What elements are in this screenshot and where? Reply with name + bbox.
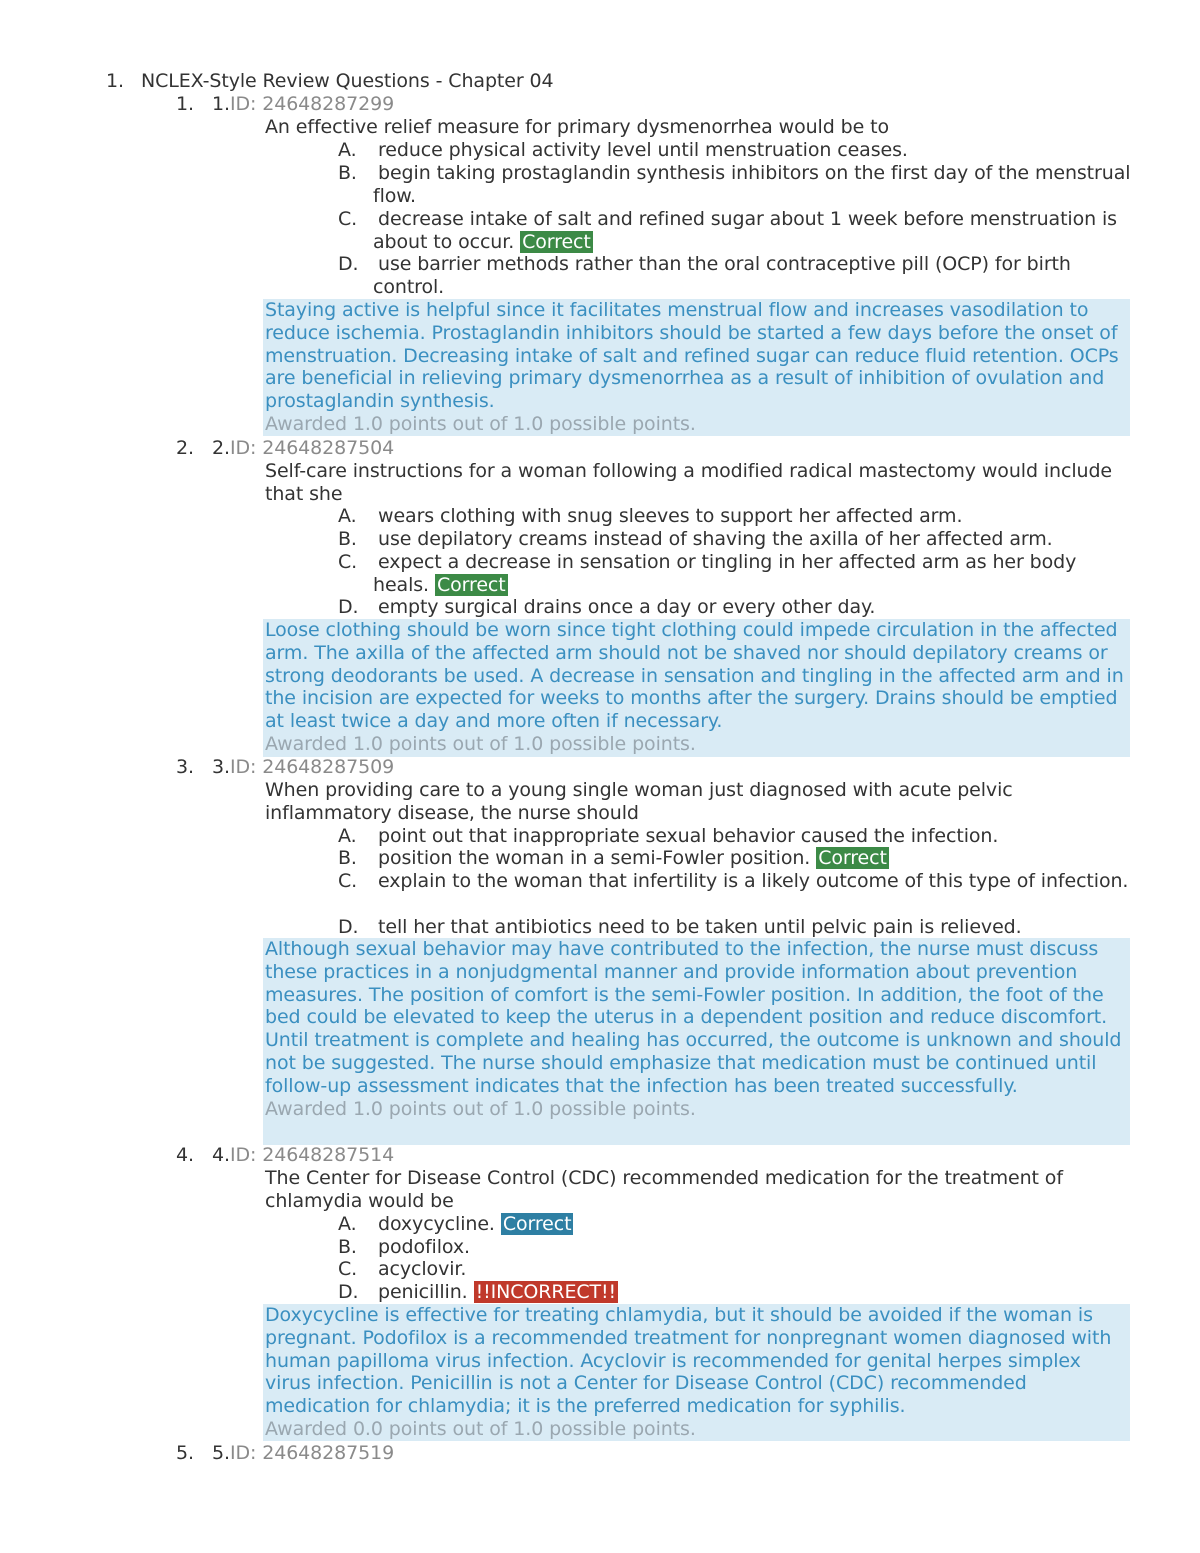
correct-badge: Correct bbox=[502, 1213, 572, 1235]
option-letter: C. bbox=[338, 1258, 358, 1280]
id-prefix: ID: bbox=[229, 756, 263, 778]
id-value: 24648287509 bbox=[262, 756, 395, 778]
option-letter: D. bbox=[338, 253, 359, 275]
option-text: point out that inappropriate sexual behavior caused the infection. bbox=[378, 825, 999, 847]
award-text: Awarded 1.0 points out of 1.0 possible points. bbox=[265, 1097, 696, 1120]
correct-badge: Correct bbox=[436, 573, 506, 596]
option-text: reduce physical activity level until menstruation ceases. bbox=[378, 139, 908, 161]
award-text: Awarded 0.0 points out of 1.0 possible points. bbox=[265, 1417, 696, 1440]
question-id bbox=[212, 93, 394, 116]
question-label: 1. bbox=[212, 93, 230, 115]
feedback-text: Loose clothing should be worn since tight clothing could impede circulation in the affected arm. The axilla of the affected arm should not be shaved nor should depilatory creams or strong deodorants be used. A decrease in sensation and tingling in the affected arm and in the incision are expected for weeks to months after the surgery. Drains should be emptied at least twice a day and more often if necessary. bbox=[265, 619, 1124, 733]
question-id bbox=[212, 756, 394, 779]
question-id bbox=[212, 1144, 394, 1167]
option-text: wears clothing with snug sleeves to support her affected arm. bbox=[378, 505, 963, 527]
id-prefix: ID: bbox=[229, 1144, 263, 1166]
option-text: empty surgical drains once a day or every other day. bbox=[378, 596, 876, 618]
option-text: acyclovir. bbox=[378, 1258, 467, 1280]
award-text: Awarded 1.0 points out of 1.0 possible points. bbox=[265, 412, 696, 435]
id-value: 24648287299 bbox=[262, 93, 395, 115]
option-text: begin taking prostaglandin synthesis inhibitors on the first day of the menstrual flow. bbox=[373, 162, 1131, 207]
option-letter: B. bbox=[338, 528, 357, 550]
option-letter: B. bbox=[338, 847, 357, 869]
question-number: 3. bbox=[176, 756, 194, 778]
question-number: 5. bbox=[176, 1442, 194, 1464]
question-stem: An effective relief measure for primary dysmenorrhea would be to bbox=[265, 116, 889, 138]
feedback-box bbox=[263, 299, 1130, 436]
feedback-box bbox=[263, 619, 1130, 757]
question-id bbox=[212, 437, 394, 460]
incorrect-badge: !!INCORRECT!! bbox=[475, 1281, 617, 1303]
question-number: 1. bbox=[176, 93, 194, 115]
option-text: expect a decrease in sensation or tingling in her affected arm as her body heals. bbox=[373, 551, 1077, 596]
chapter-number: 1. bbox=[106, 70, 124, 92]
option-text-with-tag bbox=[373, 1281, 1133, 1304]
id-value: 24648287514 bbox=[262, 1144, 395, 1166]
correct-badge: Correct bbox=[522, 230, 591, 253]
question-label: 5. bbox=[212, 1442, 230, 1464]
question-number: 2. bbox=[176, 437, 194, 459]
option-letter: A. bbox=[338, 505, 357, 527]
id-value: 24648287504 bbox=[262, 437, 395, 459]
feedback-box bbox=[263, 938, 1130, 1145]
question-stem: The Center for Disease Control (CDC) recommended medication for the treatment of chlamydia would be bbox=[265, 1167, 1063, 1212]
option-text: use barrier methods rather than the oral contraceptive pill (OCP) for birth control. bbox=[373, 253, 1071, 298]
question-number: 4. bbox=[176, 1144, 194, 1166]
option-text: explain to the woman that infertility is a likely outcome of this type of infection. bbox=[378, 870, 1129, 892]
option-text: decrease intake of salt and refined sugar about 1 week before menstruation is about to occur. bbox=[373, 208, 1117, 253]
id-value: 24648287519 bbox=[262, 1442, 395, 1464]
option-letter: A. bbox=[338, 825, 357, 847]
feedback-text: Doxycycline is effective for treating chlamydia, but it should be avoided if the woman is pregnant. Podofilox is a recommended treatment for nonpregnant women diagnosed with human papilloma virus infection. Acyclovir is recommended for genital herpes simplex virus infection. Penicillin is not a Center for Disease Control (CDC) recommended medication for chlamydia; it is the preferred medication for syphilis. bbox=[265, 1304, 1112, 1418]
question-label: 2. bbox=[212, 437, 230, 459]
option-text: position the woman in a semi-Fowler position. bbox=[378, 847, 811, 869]
chapter-title: NCLEX-Style Review Questions - Chapter 04 bbox=[141, 70, 554, 92]
option-letter: B. bbox=[338, 1236, 357, 1258]
option-text-with-tag bbox=[373, 847, 1133, 870]
correct-badge: Correct bbox=[818, 847, 887, 869]
option-text: use depilatory creams instead of shaving the axilla of her affected arm. bbox=[378, 528, 1053, 550]
option-letter: C. bbox=[338, 870, 358, 892]
option-text: doxycycline. bbox=[378, 1213, 495, 1235]
question-label: 3. bbox=[212, 756, 230, 778]
option-letter: B. bbox=[338, 162, 357, 184]
award-text: Awarded 1.0 points out of 1.0 possible points. bbox=[265, 732, 696, 755]
option-letter: C. bbox=[338, 551, 358, 573]
question-stem: Self-care instructions for a woman following a modified radical mastectomy would include that she bbox=[265, 460, 1112, 505]
id-prefix: ID: bbox=[229, 1442, 263, 1464]
id-prefix: ID: bbox=[229, 437, 263, 459]
feedback-text: Although sexual behavior may have contributed to the infection, the nurse must discuss these practices in a nonjudgmental manner and provide information about prevention measures. The position of comfort is the semi-Fowler position. In addition, the foot of the bed could be elevated to keep the uterus in a dependent position and reduce discomfort. Until treatment is complete and healing has occurred, the outcome is unknown and should not be suggested. The nurse should emphasize that medication must be continued until follow-up assessment indicates that the infection has been treated successfully. bbox=[265, 938, 1122, 1097]
option-text-with-tag bbox=[373, 551, 1133, 597]
option-text: penicillin. bbox=[378, 1281, 468, 1303]
feedback-text: Staying active is helpful since it facilitates menstrual flow and increases vasodilation to reduce ischemia. Prostaglandin inhibitors should be started a few days before the onset of menstruation. Decreasing intake of salt and refined sugar can reduce fluid retention. OCPs are beneficial in relieving primary dysmenorrhea as a result of inhibition of ovulation and prostaglandin synthesis. bbox=[265, 299, 1119, 413]
option-letter: A. bbox=[338, 1213, 357, 1235]
feedback-box bbox=[263, 1304, 1130, 1441]
option-text-with-tag bbox=[373, 208, 1133, 254]
option-text: podofilox. bbox=[378, 1236, 470, 1258]
id-prefix: ID: bbox=[229, 93, 263, 115]
option-text-with-tag bbox=[373, 1213, 1133, 1236]
option-letter: A. bbox=[338, 139, 357, 161]
question-label: 4. bbox=[212, 1144, 230, 1166]
question-id bbox=[212, 1442, 394, 1465]
option-letter: C. bbox=[338, 208, 358, 230]
question-stem: When providing care to a young single woman just diagnosed with acute pelvic inflammatory disease, the nurse should bbox=[265, 779, 1013, 824]
option-letter: D. bbox=[338, 1281, 359, 1303]
option-letter: D. bbox=[338, 596, 359, 618]
option-letter: D. bbox=[338, 916, 359, 938]
option-text: tell her that antibiotics need to be taken until pelvic pain is relieved. bbox=[378, 916, 1022, 938]
